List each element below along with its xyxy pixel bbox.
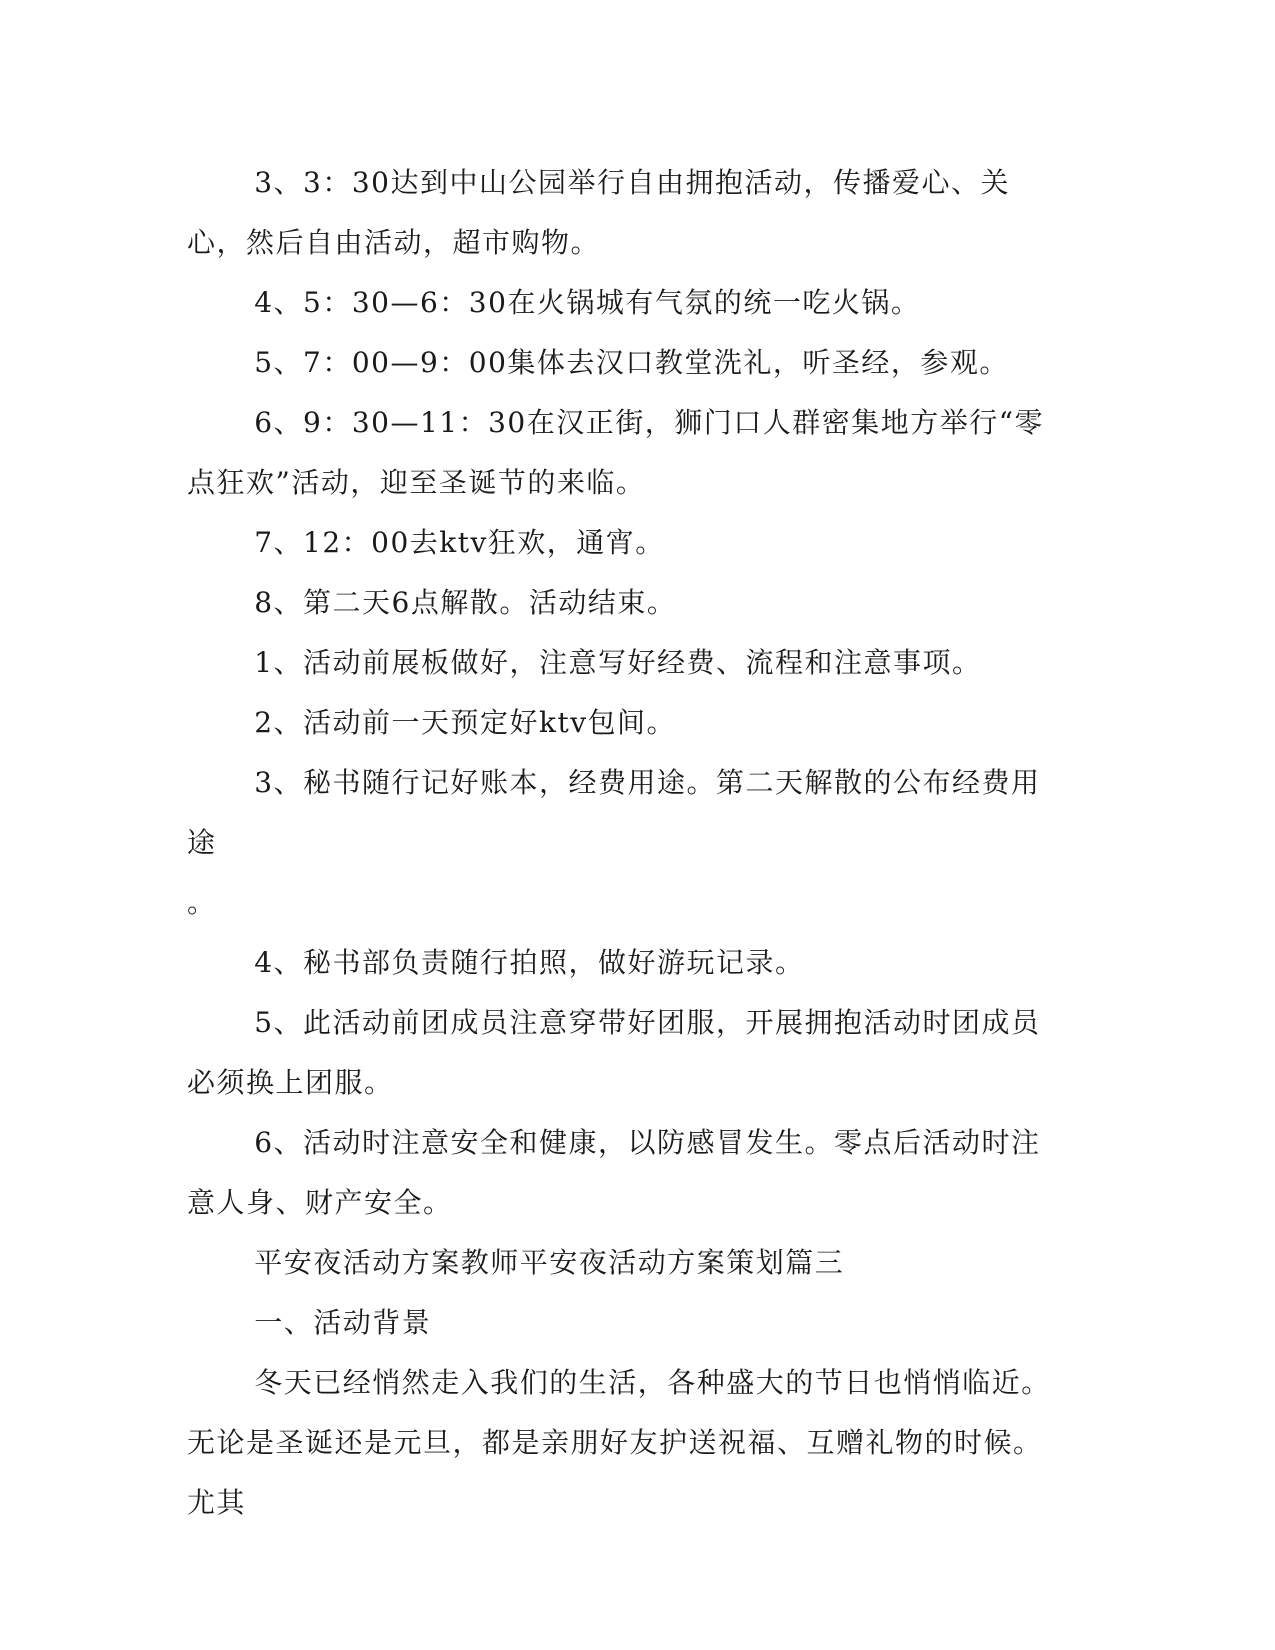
paragraph-item-7-ktv: 7、12：00去ktv狂欢，通宵。 bbox=[254, 526, 665, 559]
document-body bbox=[187, 153, 1067, 1533]
paragraph-item-5-church: 5、7：00—9：00集体去汉口教堂洗礼，听圣经，参观。 bbox=[254, 346, 1009, 379]
paragraph-note-2-ktv-booking: 2、活动前一天预定好ktv包间。 bbox=[254, 706, 677, 739]
paragraph-note-5-uniform: 5、此活动前团成员注意穿带好团服，开展拥抱活动时团成员必须换上团服。 bbox=[187, 1006, 1041, 1099]
paragraph-item-4-hotpot: 4、5：30—6：30在火锅城有气氛的统一吃火锅。 bbox=[254, 286, 921, 319]
section-heading-part-three: 平安夜活动方案教师平安夜活动方案策划篇三 bbox=[254, 1246, 845, 1279]
paragraph-note-4-photos: 4、秘书部负责随行拍照，做好游玩记录。 bbox=[254, 946, 805, 979]
paragraph-item-8-dismiss: 8、第二天6点解散。活动结束。 bbox=[254, 586, 677, 619]
paragraph-item-6-midnight-carnival: 6、9：30—11：30在汉正街，狮门口人群密集地方举行“零点狂欢”活动，迎至圣诞节的来临。 bbox=[187, 406, 1045, 499]
paragraph-background-text: 冬天已经悄然走入我们的生活，各种盛大的节日也悄悄临近。无论是圣诞还是元旦，都是亲朋好友护送祝福、互赠礼物的时候。尤其 bbox=[187, 1366, 1051, 1519]
paragraph-note-3-accounts: 3、秘书随行记好账本，经费用途。第二天解散的公布经费用途 bbox=[187, 766, 1041, 859]
paragraph-note-1-display-board: 1、活动前展板做好，注意写好经费、流程和注意事项。 bbox=[254, 646, 982, 679]
paragraph-note-3-trailing-period: 。 bbox=[187, 886, 217, 919]
paragraph-note-6-safety: 6、活动时注意安全和健康，以防感冒发生。零点后活动时注意人身、财产安全。 bbox=[187, 1126, 1041, 1219]
subsection-heading-background: 一、活动背景 bbox=[254, 1306, 432, 1339]
paragraph-item-3-hug-activity: 3、3：30达到中山公园举行自由拥抱活动，传播爱心、关心，然后自由活动，超市购物。 bbox=[187, 166, 1010, 259]
